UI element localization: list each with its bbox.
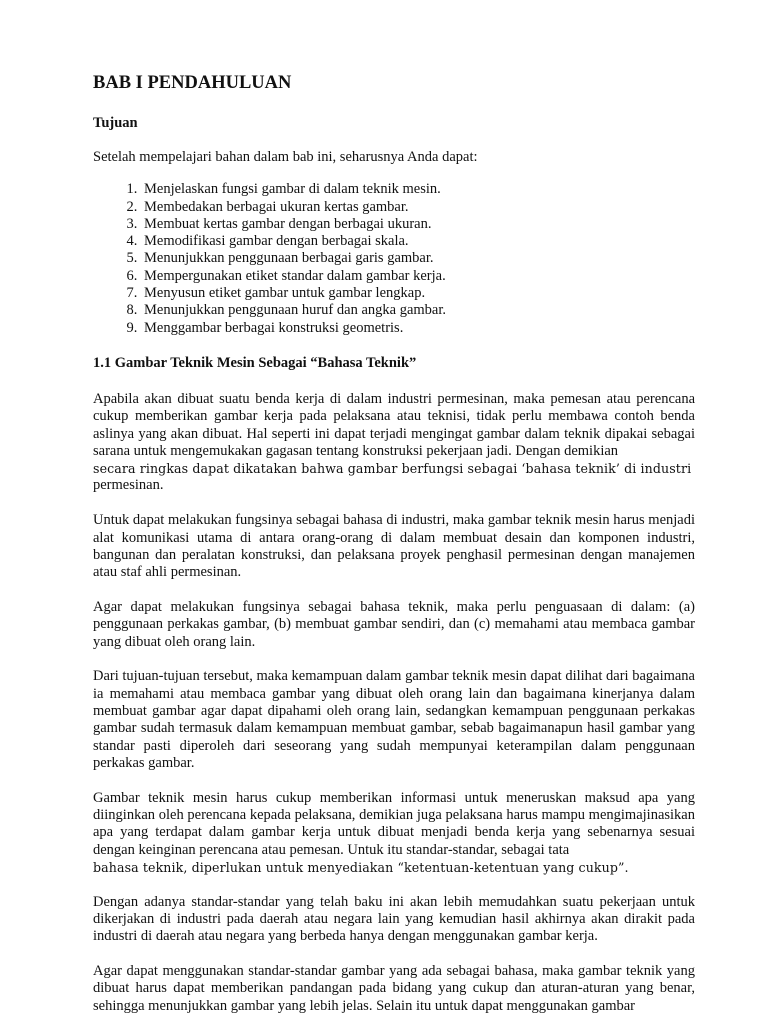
paragraph-text: Dengan adanya standar-standar yang telah baku ini akan lebih memudahkan suatu pekerjaan untuk dikerjakan di industri pada daerah atau negara lain yang kemudian hasil akhirnya akan dirakit pada industri di daerah atau negara yang berbeda hanya dengan menggunakan gambar kerja. — [93, 893, 695, 945]
list-item: 2. Membedakan berbagai ukuran kertas gambar. — [141, 199, 695, 216]
paragraph-text: secara ringkas dapat dikatakan bahwa gambar berfungsi sebagai ‘bahasa teknik’ di industri — [93, 461, 692, 477]
paragraph — [93, 790, 695, 876]
objectives-list — [93, 181, 695, 337]
paragraph-text: permesinan. — [93, 477, 164, 494]
paragraph — [93, 599, 695, 651]
paragraph-text: Apabila akan dibuat suatu benda kerja di dalam industri permesinan, maka pemesan atau perencana cukup memberikan gambar kerja pada pelaksana atau teknisi, tidak perlu membawa contoh benda aslinya yang akan dibuat. Hal seperti ini dapat terjadi mengingat gambar dalam teknik dipakai sebagai sarana untuk mengemukakan gagasan tentang konstruksi pekerjaan jadi. Dengan demikian — [93, 390, 695, 459]
paragraph-text: Gambar teknik mesin harus cukup memberikan informasi untuk meneruskan maksud apa yang diinginkan oleh perencana kepada pelaksana, demikian juga pelaksana harus mampu mengimajinasikan apa yang terdapat dalam gambar kerja untuk dibuat menjadi benda kerja yang sebenarnya sesuai dengan keinginan perencana atau pemesan. Untuk itu standar-standar, sebagai tata — [93, 789, 695, 858]
list-item: 3. Membuat kertas gambar dengan berbagai ukuran. — [141, 216, 695, 233]
intro-text: Setelah mempelajari bahan dalam bab ini, seharusnya Anda dapat: — [93, 149, 478, 165]
paragraph-text: bahasa teknik, diperlukan untuk menyediakan “ketentuan-ketentuan yang cukup”. — [93, 859, 629, 875]
paragraph-text: Agar dapat melakukan fungsinya sebagai bahasa teknik, maka perlu penguasaan di dalam: (a) penggunaan perkakas gambar, (b) membuat gambar sendiri, dan (c) memahami atau membaca gambar yang dibuat oleh orang lain. — [93, 598, 695, 650]
list-item: 6. Mempergunakan etiket standar dalam gambar kerja. — [141, 268, 695, 285]
paragraph — [93, 391, 695, 495]
list-item: 7. Menyusun etiket gambar untuk gambar lengkap. — [141, 285, 695, 302]
paragraph-text: Untuk dapat melakukan fungsinya sebagai bahasa di industri, maka gambar teknik mesin harus menjadi alat komunikasi utama di antara orang-orang di dalam membuat desain dan komponen industri, bangunan dan peralatan konstruksi, dan pelaksana proyek penghasil permesinan dengan manajemen atau staf ahli permesinan. — [93, 512, 695, 581]
document-page — [93, 72, 695, 1032]
list-item: 5. Menunjukkan penggunaan berbagai garis gambar. — [141, 250, 695, 267]
objectives-heading: Tujuan — [93, 115, 138, 131]
chapter-title: BAB I PENDAHULUAN — [93, 73, 292, 93]
paragraph — [93, 894, 695, 946]
paragraph — [93, 963, 695, 1015]
section-title: 1.1 Gambar Teknik Mesin Sebagai “Bahasa Teknik” — [93, 354, 417, 371]
paragraph — [93, 668, 695, 772]
list-item: 1. Menjelaskan fungsi gambar di dalam teknik mesin. — [141, 181, 695, 198]
paragraph — [93, 512, 695, 581]
paragraph-text: Dari tujuan-tujuan tersebut, maka kemampuan dalam gambar teknik mesin dapat dilihat dari bagaimana ia memahami atau membaca gambar yang dibuat oleh orang lain dan bagaimana kinerjanya dalam membuat gambar agar dapat dipahami oleh orang lain, sedangkan kemampuan penggunaan perkakas gambar sudah termasuk dalam kemampuan membuat gambar, sebab bagaimanapun hasil gambar yang standar pasti diperoleh dari seseorang yang sudah mempunyai keterampilan dalam penggunaan perkakas gambar. — [93, 668, 695, 771]
list-item: 9. Menggambar berbagai konstruksi geometris. — [141, 320, 695, 337]
paragraph-text: Agar dapat menggunakan standar-standar gambar yang ada sebagai bahasa, maka gambar teknik yang dibuat harus dapat memberikan pandangan pada bidang yang cukup dan aturan-aturan yang benar, sehingga menunjukkan gambar yang lebih jelas. Selain itu untuk dapat menggunakan gambar — [93, 962, 695, 1014]
list-item: 4. Memodifikasi gambar dengan berbagai skala. — [141, 233, 695, 250]
list-item: 8. Menunjukkan penggunaan huruf dan angka gambar. — [141, 302, 695, 319]
